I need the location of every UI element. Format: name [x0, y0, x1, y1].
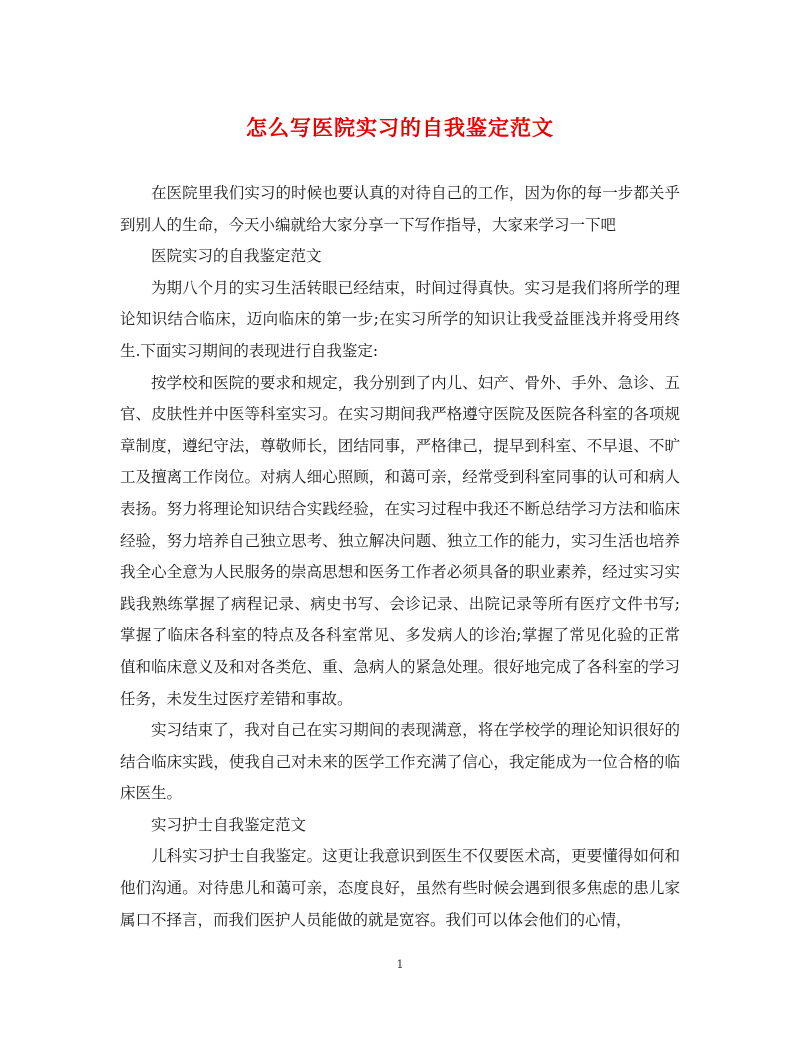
section-heading-nurse-internship: 实习护士自我鉴定范文 [151, 815, 307, 834]
paragraph-pediatric-nurse: 儿科实习护士自我鉴定。这更让我意识到医生不仅要医术高，更要懂得如何和他们沟通。对待患儿和蔼可亲，态度良好，虽然有些时候会遇到很多焦虑的患儿家属口不择言，而我们医护人员能做的就是宽容。我们可以体会他们的心情， [120, 847, 680, 929]
paragraph-internship-details: 按学校和医院的要求和规定，我分别到了内儿、妇产、骨外、手外、急诊、五官、皮肤性并中医等科室实习。在实习期间我严格遵守医院及医院各科室的各项规章制度，遵纪守法，尊敬师长，团结同事，严格律己，提早到科室、不早退、不旷工及擅离工作岗位。对病人细心照顾，和蔼可亲，经常受到科室同事的认可和病人表扬。努力将理论知识结合实践经验，在实习过程中我还不断总结学习方法和临床经验，努力培养自己独立思考、独立解决问题、独立工作的能力，实习生活也培养我全心全意为人民服务的崇高思想和医务工作者必须具备的职业素养，经过实习实践我熟练掌握了病程记录、病史书写、会诊记录、出院记录等所有医疗文件书写;掌握了临床各科室的特点及各科室常见、多发病人的诊治;掌握了常见化验的正常值和临床意义及和对各类危、重、急病人的紧急处理。很好地完成了各科室的学习任务，未发生过医疗差错和事故。 [120, 373, 680, 708]
document-body [120, 178, 680, 936]
paragraph-internship-conclusion: 实习结束了，我对自己在实习期间的表现满意，将在学校学的理论知识很好的结合临床实践，使我自己对未来的医学工作充满了信心，我定能成为一位合格的临床医生。 [120, 721, 680, 803]
document-title: 怎么写医院实习的自我鉴定范文 [246, 115, 554, 140]
paragraph-internship-summary: 为期八个月的实习生活转眼已经结束，时间过得真快。实习是我们将所学的理论知识结合临床，迈向临床的第一步;在实习所学的知识让我受益匪浅并将受用终生.下面实习期间的表现进行自我鉴定: [120, 278, 680, 360]
page-number: 1 [396, 958, 404, 971]
paragraph-intro: 在医院里我们实习的时候也要认真的对待自己的工作，因为你的每一步都关乎到别人的生命，今天小编就给大家分享一下写作指导，大家来学习一下吧 [120, 184, 680, 234]
section-heading-hospital-internship: 医院实习的自我鉴定范文 [151, 247, 322, 266]
